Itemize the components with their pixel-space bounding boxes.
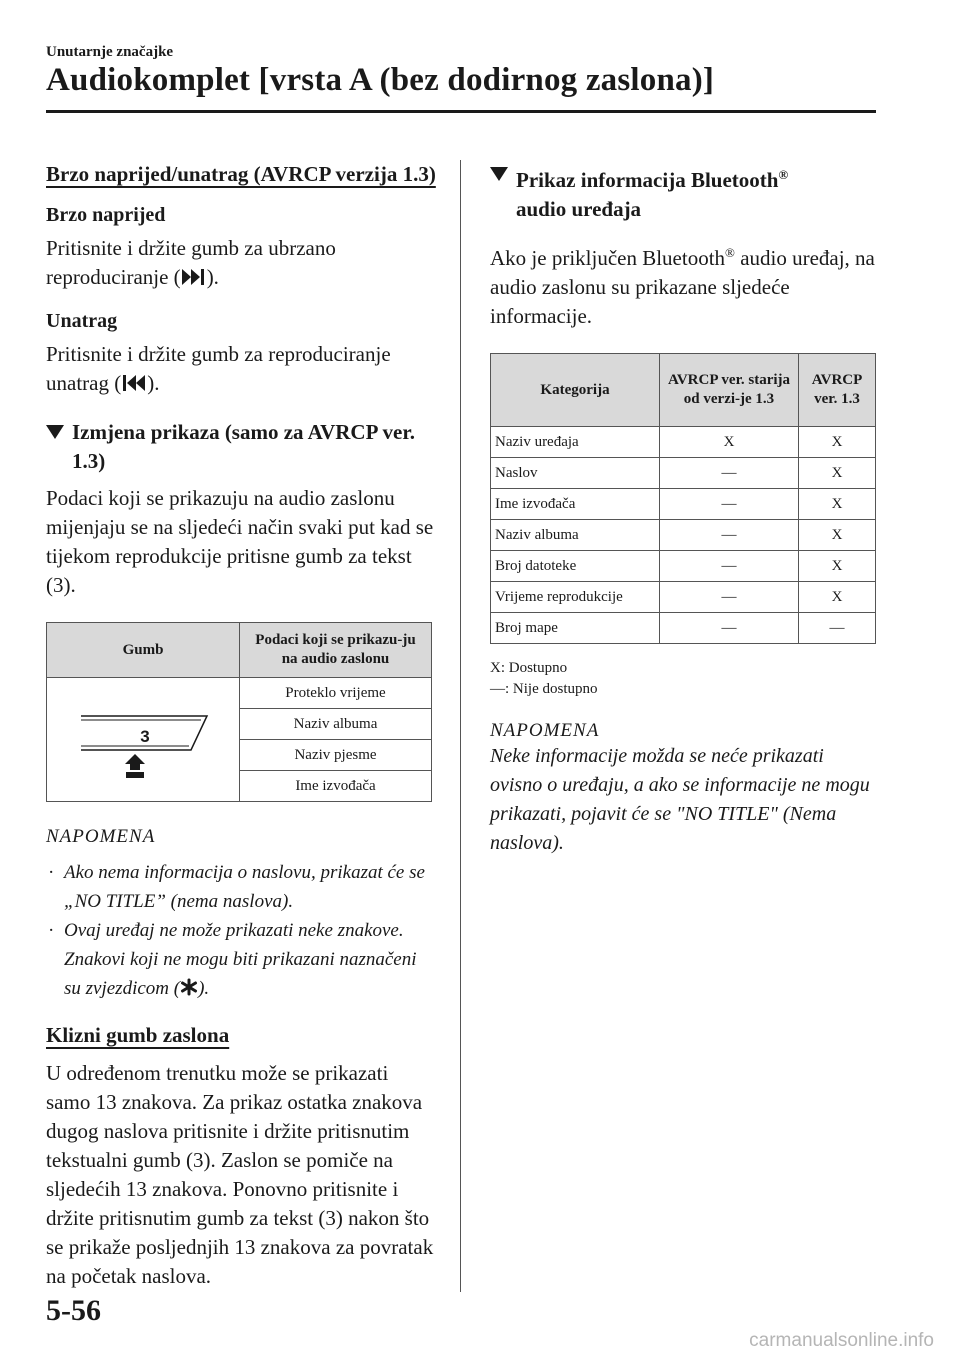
rw-text: Pritisnite i držite gumb za reproduciranje unatrag ( ). [46,340,436,400]
table-row [491,458,876,489]
info-table [490,353,876,644]
display-text: Podaci koji se prikazuju na audio zaslonu mijenjaju se na sljedeći način svaki put kad se tijekom reprodukcije pritisne gumb za tekst (3). [46,486,434,597]
table-header: AVRCP ver. starija od verzi-je 1.3 [660,354,799,427]
right-column [490,160,880,858]
table-cell: X [799,427,876,458]
legend [490,658,880,700]
table-cell: X [799,582,876,613]
ff-subhead: Brzo naprijed [46,204,166,226]
fast-forward-icon [181,265,207,294]
table-cell: — [660,520,799,551]
table-cell: Proteklo vrijeme [240,678,432,709]
table-cell: Vrijeme reprodukcije [491,582,660,613]
table-row [491,613,876,644]
table-row [491,582,876,613]
rw-subhead: Unatrag [46,310,118,332]
header-rule [46,110,876,113]
scroll-text: U određenom trenutku može se prikazati samo 13 znakova. Za prikaz ostatka znakova dugog naslova pritisnite i držite pritisnutim tekstualni gumb (3). Zaslon se pomiče na sljedećih 13 znakova. Ponovno pritisnite i držite pritisnutim gumb za tekst (3) nakon što se prikaže posljednjih 13 znakova za povratak na početak naslova. [46,1061,434,1288]
table-cell: — [660,582,799,613]
button-image-cell [47,678,240,802]
text-button-3-icon [73,694,213,780]
page-number: 5-56 [46,1294,101,1327]
ff-text: Pritisnite i držite gumb za ubrzano reproduciranje ( ). [46,234,436,294]
table-cell: X [660,427,799,458]
note-item: · Ovaj uređaj ne može prikazati neke znakove. Znakovi koji ne mogu biti prikazani naznačeni su zvjezdicom ( ). [46,916,436,1005]
rewind-icon [121,371,147,400]
ffrw-heading: Brzo naprijed/unatrag (AVRCP verzija 1.3) [46,162,436,186]
table-cell: Naslov [491,458,660,489]
table-cell: — [660,551,799,582]
table-cell: — [660,489,799,520]
table-header: Podaci koji se prikazu-ju na audio zaslonu [240,623,432,678]
chapter-title: Audiokomplet [vrsta A (bez dodirnog zaslona)] [46,62,715,98]
watermark: carmanualsonline.info [749,1330,934,1351]
button-table [46,622,432,802]
table-row [491,520,876,551]
table-row [491,489,876,520]
table-row [491,427,876,458]
column-divider [460,160,461,1292]
note-title: NAPOMENA [46,826,156,847]
button-number: 3 [140,727,150,746]
display-heading: Izmjena prikaza (samo za AVRCP ver. 1.3) [46,418,436,476]
table-cell: Naziv albuma [491,520,660,551]
table-cell: Ime izvođača [240,771,432,802]
table-cell: Ime izvođača [491,489,660,520]
note-title: NAPOMENA [490,720,600,741]
note-text: Neke informacije možda se neće prikazati ovisno o uređaju, a ako se informacije ne mogu prikazati, pojavit će se "NO TITLE" (Nema naslova). [490,745,870,854]
table-cell: X [799,520,876,551]
table-cell: — [660,613,799,644]
table-header: Kategorija [491,354,660,427]
table-cell: Naziv uređaja [491,427,660,458]
table-cell: — [660,458,799,489]
bt-heading: Prikaz informacija Bluetooth® audio uređaja [490,160,880,224]
table-row [491,551,876,582]
table-cell: Broj datoteke [491,551,660,582]
table-cell: X [799,458,876,489]
table-header: Gumb [47,623,240,678]
table-header: AVRCP ver. 1.3 [799,354,876,427]
table-cell: Naziv albuma [240,709,432,740]
section-label: Unutarnje značajke [46,44,174,60]
table-cell: Broj mape [491,613,660,644]
scroll-heading: Klizni gumb zaslona [46,1023,230,1047]
triangle-marker-icon [46,425,64,439]
legend-item: —: Nije dostupno [490,681,598,697]
triangle-marker-icon [490,167,508,181]
table-cell: X [799,489,876,520]
table-cell: X [799,551,876,582]
table-cell: — [799,613,876,644]
bt-text: Ako je priključen Bluetooth® audio uređaj, na audio zaslonu su prikazane sljedeće informacije. [490,245,875,328]
asterisk-icon [180,976,198,1005]
left-column [46,160,436,1291]
table-cell: Naziv pjesme [240,740,432,771]
note-item: · Ako nema informacija o naslovu, prikazat će se „NO TITLE” (nema naslova). [48,862,425,912]
legend-item: X: Dostupno [490,660,568,676]
